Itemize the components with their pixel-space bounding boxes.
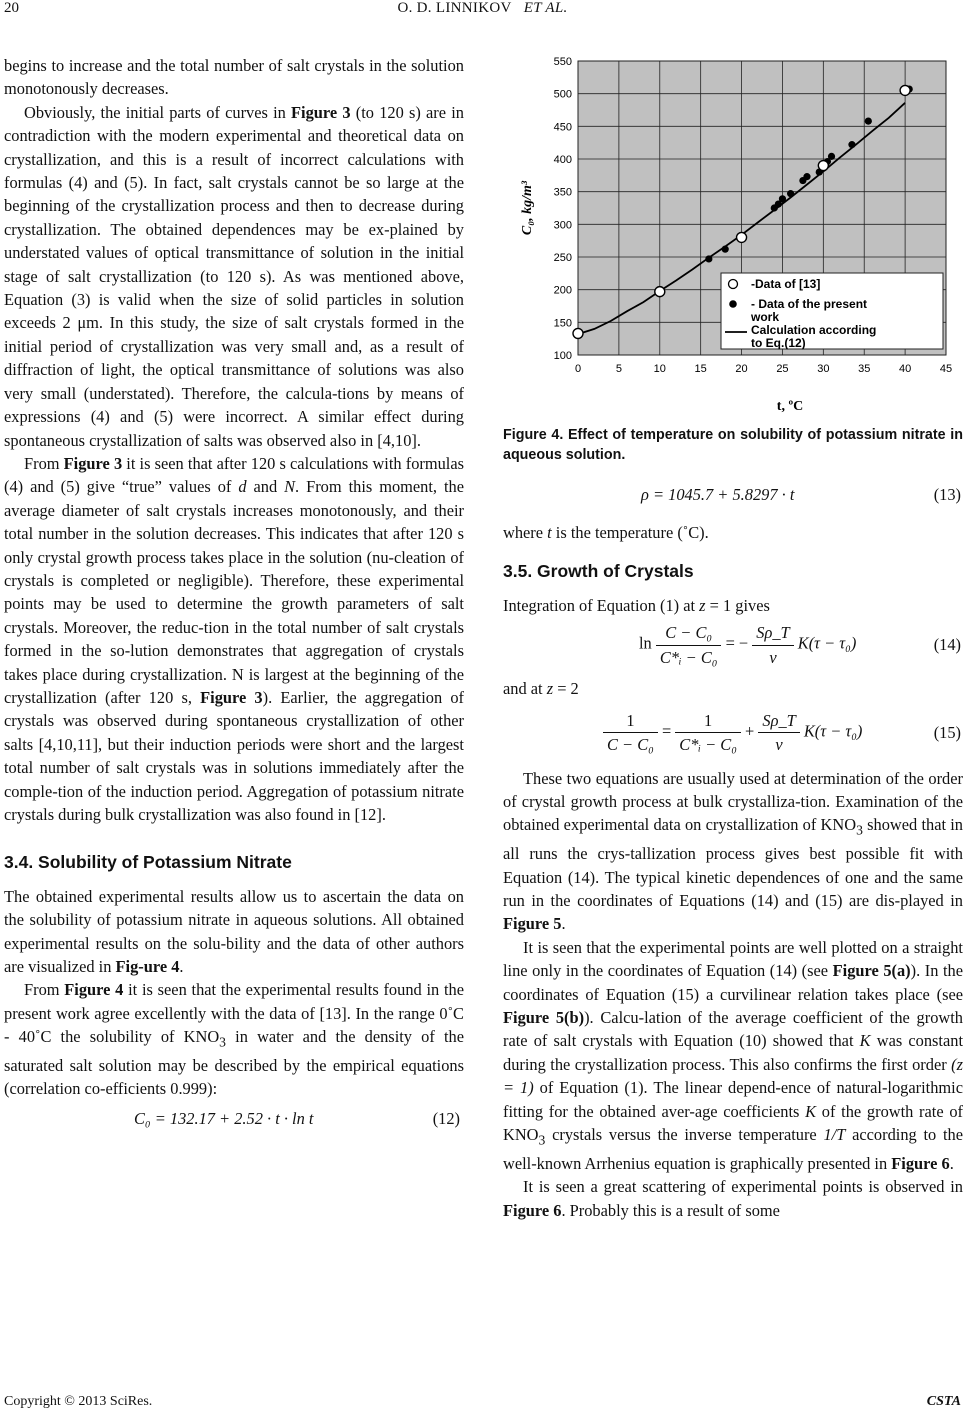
y-tick-label: 550: [553, 56, 572, 68]
x-axis-label: t, ºC: [776, 399, 804, 414]
paragraph-integration: Integration of Equation (1) at z = 1 gives: [503, 595, 770, 615]
y-axis-label: C₀, kg/m³: [520, 180, 535, 236]
y-tick-label: 250: [553, 252, 572, 264]
legend-marker-present-work: [729, 300, 737, 308]
legend-label-present-work: - Data of the present: [751, 297, 868, 311]
x-tick-label: 10: [653, 363, 666, 375]
data-point-ref13: [573, 328, 583, 338]
legend-label-ref13: -Data of [13]: [751, 277, 821, 291]
data-point-present-work: [848, 141, 855, 148]
paragraph-4: The obtained experimental results allow us to ascertain the data on the solubility of potassium nitrate in aqueous solutions. All obtained experimental results on the solu-bility and the data of other authors are visualized in Fig-ure 4.: [4, 886, 464, 977]
data-point-present-work: [787, 190, 794, 197]
eq15-fraction-2: $\frac{1}{\text{C*ᵢ − C₀}}$: [675, 709, 741, 757]
figure-ref[interactable]: Figure 5: [503, 914, 562, 934]
paragraph-where: where t is the temperature (˚C).: [503, 523, 709, 542]
x-tick-label: 30: [817, 363, 830, 375]
x-tick-label: 25: [776, 363, 789, 375]
figure-ref[interactable]: Figure 5(a): [832, 961, 911, 981]
equation-15-number: (15): [933, 722, 961, 742]
x-tick-label: 15: [694, 363, 707, 375]
data-point-ref13: [737, 232, 747, 242]
eq14-fraction-2: $\frac{S\rho\_T}{v}$: [752, 621, 793, 669]
y-tick-label: 350: [553, 186, 572, 199]
data-point-present-work: [803, 173, 810, 180]
y-tick-label: 400: [553, 154, 572, 166]
paragraph-6: These two equations are usually used at determination of the order of crystal growth process at bulk crystalliza-tion. Examination of the obtained experimental data on crystallization of $KNO_3$ showed that in all runs the crys-tallization process gives best possible fit with Equation (14). The typical kinetic dependences of one and the same run in the coordinates of Equations (14) and (15) are dis-played in Figure 5.: [503, 768, 963, 934]
x-tick-label: 45: [939, 363, 953, 375]
x-tick-label: 5: [615, 363, 622, 375]
equation-13-body: ρ = 1045.7 + 5.8297 · t: [641, 485, 795, 504]
x-tick-label: 20: [735, 363, 748, 375]
copyright: Copyright © 2013 SciRes.: [4, 1394, 153, 1409]
figure-ref[interactable]: Figure 4: [64, 980, 124, 1000]
x-tick-label: 0: [574, 363, 582, 375]
paragraph-and: and at z = 2: [503, 679, 579, 699]
paragraph-8: It is seen a great scattering of experimental points is observed in Figure 6. Probably this is a result of some: [503, 1177, 963, 1220]
paragraph-3: From Figure 3 it is seen that after 120 s calculations with formulas (4) and (5) give “true” values of d and N. From this moment, the average diameter of salt crystals increases monotonously, and their total number in the solution decreases. This indicates that after 120 s only crystal growth process takes place in the solution (nu-cleation of crystals is completed or negligible). Therefore, these experimental points may be used to determine the growth parameters of salt crystals. Moreover, the reduc-tion in the total number of salt crystals formed in the so-lution demonstrates that aggregation of crystals takes place during crystallization. N is largest at the beginning of the crystallization (after 120 s, Figure 3). Earlier, the aggregation of crystals was observed during spontaneous crystallization of other salts [4,10,11], but their induction periods were short and the largest total number of salt crystals was in solutions immediately after the comple-tion of the induction period. Aggregation of potassium nitrate crystals during bulk crystallization was also found in [12].: [4, 453, 464, 824]
figure-ref[interactable]: Figure 5(b): [503, 1007, 585, 1027]
paragraph-1: begins to increase and the total number of salt crystals in the solution monotonously decreases.: [4, 56, 464, 99]
data-point-ref13: [900, 85, 910, 95]
figure-ref[interactable]: Figure 3: [63, 453, 123, 473]
running-head-etal: ET AL.: [523, 0, 568, 16]
equation-15: $\frac{1}{\text{C − C₀}}$ = $\frac{1}{\text{C*ᵢ − C₀}}$ + $\frac{S\rho\_T}{v}$ K(τ − τ₀) (15): [503, 701, 963, 767]
y-tick-label: 150: [553, 317, 572, 330]
running-head: [0, 0, 965, 17]
paragraph-5: From Figure 4 it is seen that the experimental results found in the present work agree excellently with the data of [13]. In the range 0˚C - 40˚C the solubility of $KNO_3$ in water and the density of the saturated salt solution may be described by the empirical equations (correlation co-efficients 0.999):: [4, 980, 464, 1099]
journal-name: CSTA: [926, 1394, 961, 1409]
figure-4-caption: Figure 4. Effect of temperature on solubility of potassium nitrate in aqueous solution.: [503, 427, 963, 463]
data-point-present-work: [779, 195, 786, 202]
data-point-present-work: [705, 255, 712, 262]
equation-12: [4, 1101, 464, 1135]
paragraph-2: Obviously, the initial parts of curves in Figure 3 (to 120 s) are in contradiction with the modern experimental and theoretical data on crystallization, and this is a result of incorrect calculations with formulas (4) and (5). In fact, salt crystals cannot be so large at the beginning of the crystallization process and then to decrease during crystallization. The obtained dependences may be ex-plained by understated values of optical transmittance of solution in the initial stage of salt crystallization (to 120 s). As was mentioned above, Equation (3) is valid when the size of solid particles in solution exceeds 2 μm. In this study, the size of salt crystals formed in the initial period of crystallization was very small and, as a result of diffraction of light, the optical transmittance of solutions was also very small (understated). Therefore, the calcula-tions by means of expressions (4) and (5) were incorrect. A similar effect during spontaneous crystallization of salts was observed also in [4,10].: [4, 102, 464, 450]
eq14-ln: ln: [639, 633, 652, 653]
right-column: [503, 425, 963, 1222]
legend-label-line-cont: to Eq.(12): [751, 336, 806, 350]
eq15-fraction-3: $\frac{S\rho\_T}{v}$: [758, 709, 799, 757]
legend-label-present-work-cont: work: [751, 310, 780, 324]
figure-4: [503, 48, 963, 420]
page-header: [0, 0, 965, 24]
data-point-ref13: [655, 287, 665, 297]
legend-label-line: Calculation according: [751, 323, 877, 337]
figure-ref[interactable]: Figure 6: [503, 1200, 562, 1220]
y-tick-label: 200: [553, 284, 572, 297]
data-point-ref13: [818, 161, 828, 171]
equation-14: ln $\frac{\text{C − C₀}}{\text{C*ᵢ − C₀}}$ = − $\frac{S\rho\_T}{v}$ K(τ − τ₀) (14): [503, 617, 963, 677]
equation-14-number: (14): [933, 635, 961, 655]
equation-12-number: (12): [432, 1108, 460, 1128]
paragraph-7: It is seen that the experimental points are well plotted on a straight line only in the coordinates of Equation (14) (see Figure 5(a)). In the coordinates of Equation (15) a curvilinear relation takes place (see Figure 5(b)). Calcu-lation of the average coefficient of the growth rate of salt crystals with Equation (10) showed that K was constant during the crystallization process. This also confirms the first order (z = 1) of Equation (1). The linear depend-ence of natural-logarithmic fitting for the obtained aver-age coefficients K of the growth rate of $KNO_3$ crystals versus the inverse temperature 1/T according to the well-known Arrhenius equation is graphically presented in Figure 6.: [503, 937, 964, 1173]
equation-13-number: (13): [933, 485, 961, 504]
running-head-authors: O. D. LINNIKOV: [397, 0, 512, 16]
legend-marker-ref13: [729, 280, 738, 289]
equation-12-body: C₀ = 132.17 + 2.52 · t · ln t: [134, 1108, 314, 1128]
data-point-present-work: [722, 246, 729, 253]
y-tick-label: 450: [553, 121, 572, 134]
section-heading-3-4: 3.4. Solubility of Potassium Nitrate: [4, 852, 292, 873]
figure-ref[interactable]: Figure 6: [891, 1153, 950, 1173]
y-tick-label: 300: [553, 219, 572, 232]
y-tick-label: 100: [553, 350, 572, 362]
figure-ref[interactable]: Figure 3: [291, 102, 351, 122]
left-column: [4, 54, 464, 1135]
figure-4-chart: [503, 48, 963, 420]
page-number: 20: [4, 0, 19, 16]
x-tick-label: 35: [858, 363, 871, 375]
equation-13: [503, 465, 963, 521]
x-tick-label: 40: [898, 363, 912, 375]
section-heading-3-5: 3.5. Growth of Crystals: [503, 561, 694, 582]
figure-ref[interactable]: Fig-ure 4: [115, 957, 180, 977]
eq15-fraction-1: $\frac{1}{\text{C − C₀}}$: [603, 709, 658, 757]
eq14-fraction-1: $\frac{\text{C − C₀}}{\text{C*ᵢ − C₀}}$: [656, 621, 722, 669]
y-tick-label: 500: [553, 88, 572, 101]
figure-ref[interactable]: Figure 3: [200, 687, 263, 707]
data-point-present-work: [828, 153, 835, 160]
data-point-present-work: [865, 118, 872, 125]
